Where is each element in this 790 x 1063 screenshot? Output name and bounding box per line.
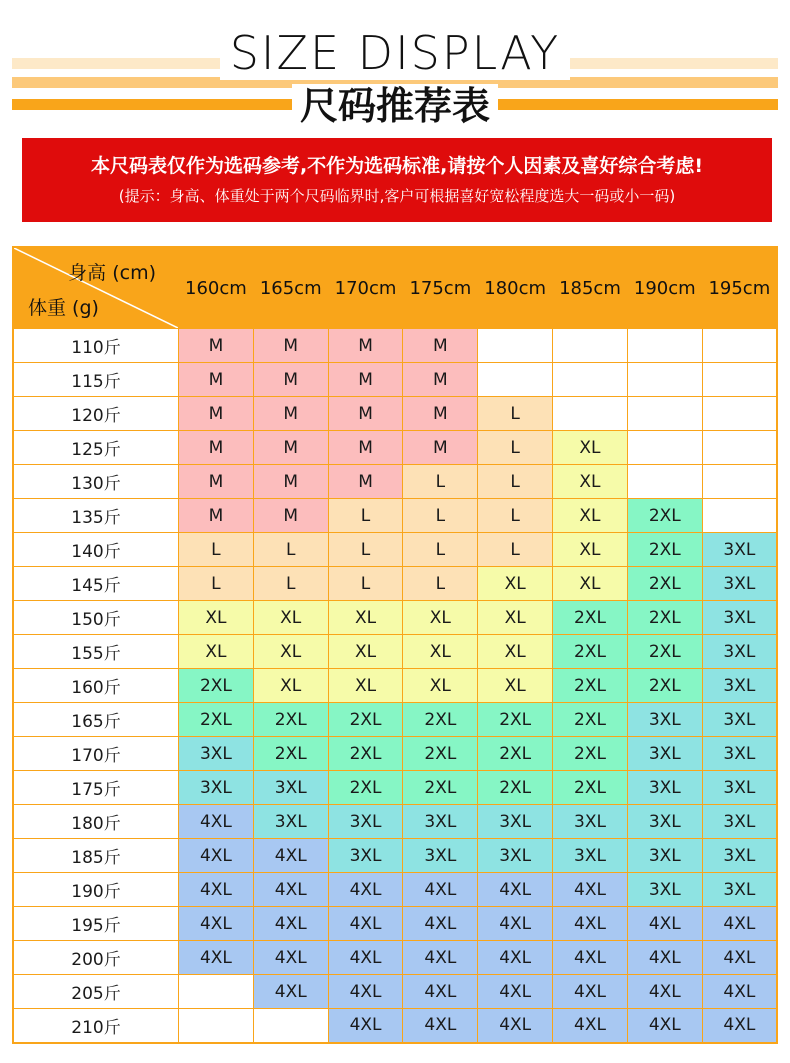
weight-axis-label: 体重 (g) <box>28 297 99 319</box>
weight-row-header: 185斤 <box>13 839 179 873</box>
weight-row-header: 155斤 <box>13 635 179 669</box>
size-cell: 2XL <box>627 669 702 703</box>
table-row <box>13 397 777 431</box>
size-cell: 2XL <box>627 601 702 635</box>
size-cell: 3XL <box>702 533 777 567</box>
size-cell: 2XL <box>553 703 628 737</box>
size-cell <box>627 465 702 499</box>
table-row <box>13 363 777 397</box>
table-header-row <box>13 247 777 329</box>
size-cell: 2XL <box>179 703 254 737</box>
size-cell: 4XL <box>702 941 777 975</box>
weight-row-header: 180斤 <box>13 805 179 839</box>
size-cell: 3XL <box>627 703 702 737</box>
size-cell: 3XL <box>702 805 777 839</box>
size-cell: 3XL <box>702 635 777 669</box>
size-cell: 4XL <box>627 975 702 1009</box>
size-cell: 4XL <box>627 907 702 941</box>
size-cell: M <box>253 465 328 499</box>
size-cell: 2XL <box>553 635 628 669</box>
weight-row-header: 195斤 <box>13 907 179 941</box>
size-cell: 2XL <box>627 567 702 601</box>
notice-tip-text: (提示：身高、体重处于两个尺码临界时,客户可根据喜好宽松程度选大一码或小一码) <box>118 187 676 205</box>
size-cell: 4XL <box>179 873 254 907</box>
table-row <box>13 941 777 975</box>
height-column-header: 175cm <box>403 247 478 329</box>
weight-row-header: 140斤 <box>13 533 179 567</box>
size-cell <box>627 363 702 397</box>
size-cell <box>253 1009 328 1043</box>
size-cell: 3XL <box>702 873 777 907</box>
size-cell <box>179 1009 254 1043</box>
size-cell: 2XL <box>328 771 403 805</box>
size-cell: 3XL <box>627 737 702 771</box>
size-cell <box>179 975 254 1009</box>
size-cell: 4XL <box>403 975 478 1009</box>
table-row <box>13 703 777 737</box>
size-cell <box>627 329 702 363</box>
size-cell: XL <box>253 635 328 669</box>
size-cell: 3XL <box>478 839 553 873</box>
size-cell: M <box>403 363 478 397</box>
size-cell: 4XL <box>702 1009 777 1043</box>
size-cell: 3XL <box>702 737 777 771</box>
size-cell: 3XL <box>328 805 403 839</box>
size-cell: 4XL <box>328 907 403 941</box>
size-cell: M <box>179 431 254 465</box>
height-column-header: 195cm <box>702 247 777 329</box>
size-cell: 2XL <box>253 737 328 771</box>
size-cell: M <box>328 329 403 363</box>
height-column-header: 190cm <box>627 247 702 329</box>
size-cell: 4XL <box>328 941 403 975</box>
table-row <box>13 873 777 907</box>
size-cell: M <box>403 329 478 363</box>
size-cell: M <box>253 499 328 533</box>
size-cell: L <box>403 499 478 533</box>
size-cell: 4XL <box>627 941 702 975</box>
size-cell <box>553 329 628 363</box>
size-cell: XL <box>253 669 328 703</box>
size-cell: L <box>179 533 254 567</box>
size-cell: 3XL <box>253 771 328 805</box>
size-cell <box>553 363 628 397</box>
table-row <box>13 839 777 873</box>
table-row <box>13 499 777 533</box>
weight-row-header: 205斤 <box>13 975 179 1009</box>
size-cell: L <box>478 465 553 499</box>
size-cell: M <box>328 397 403 431</box>
size-cell: L <box>478 499 553 533</box>
size-cell: XL <box>553 431 628 465</box>
weight-row-header: 150斤 <box>13 601 179 635</box>
size-cell: XL <box>478 669 553 703</box>
size-table <box>12 246 778 1044</box>
size-cell: 4XL <box>253 873 328 907</box>
size-cell: XL <box>403 669 478 703</box>
size-cell: 2XL <box>478 771 553 805</box>
weight-row-header: 200斤 <box>13 941 179 975</box>
weight-row-header: 210斤 <box>13 1009 179 1043</box>
title-english: SIZE DISPLAY <box>0 28 790 78</box>
size-cell: 2XL <box>553 737 628 771</box>
size-cell: 3XL <box>403 805 478 839</box>
size-cell: 3XL <box>702 771 777 805</box>
weight-row-header: 165斤 <box>13 703 179 737</box>
size-cell: 4XL <box>253 975 328 1009</box>
table-row <box>13 907 777 941</box>
size-cell: 3XL <box>478 805 553 839</box>
table-corner-cell <box>13 247 179 329</box>
size-cell: 4XL <box>253 839 328 873</box>
size-cell: 4XL <box>403 873 478 907</box>
size-cell: 4XL <box>627 1009 702 1043</box>
size-cell <box>702 329 777 363</box>
size-cell: M <box>403 431 478 465</box>
size-cell <box>627 431 702 465</box>
size-cell: 4XL <box>553 1009 628 1043</box>
size-cell: 4XL <box>553 975 628 1009</box>
size-cell: 3XL <box>627 805 702 839</box>
size-cell <box>478 363 553 397</box>
size-cell: 2XL <box>478 703 553 737</box>
size-cell: 3XL <box>403 839 478 873</box>
weight-row-header: 115斤 <box>13 363 179 397</box>
size-cell: 2XL <box>328 737 403 771</box>
size-cell: 4XL <box>328 975 403 1009</box>
size-cell: L <box>253 567 328 601</box>
size-cell: 4XL <box>478 941 553 975</box>
size-cell: M <box>179 499 254 533</box>
size-cell: 4XL <box>253 907 328 941</box>
size-cell: 3XL <box>627 771 702 805</box>
table-row <box>13 737 777 771</box>
size-cell: 3XL <box>553 805 628 839</box>
size-cell: L <box>403 533 478 567</box>
size-cell: 4XL <box>403 907 478 941</box>
size-cell: 3XL <box>702 669 777 703</box>
weight-row-header: 175斤 <box>13 771 179 805</box>
weight-row-header: 120斤 <box>13 397 179 431</box>
size-cell: 4XL <box>478 907 553 941</box>
table-row <box>13 805 777 839</box>
size-cell: L <box>328 567 403 601</box>
size-cell: 4XL <box>328 873 403 907</box>
size-cell: 4XL <box>553 941 628 975</box>
title-chinese: 尺码推荐表 <box>0 84 790 128</box>
height-column-header: 160cm <box>179 247 254 329</box>
size-cell: M <box>403 397 478 431</box>
weight-row-header: 130斤 <box>13 465 179 499</box>
size-cell: 4XL <box>179 941 254 975</box>
size-cell: L <box>328 499 403 533</box>
size-table-container <box>12 246 778 1044</box>
size-cell: M <box>328 363 403 397</box>
size-cell: M <box>253 397 328 431</box>
size-cell: M <box>253 431 328 465</box>
weight-row-header: 190斤 <box>13 873 179 907</box>
weight-row-header: 135斤 <box>13 499 179 533</box>
size-cell: 3XL <box>179 737 254 771</box>
size-cell: 3XL <box>627 873 702 907</box>
weight-row-header: 170斤 <box>13 737 179 771</box>
size-cell: M <box>253 329 328 363</box>
size-cell <box>627 397 702 431</box>
size-cell: M <box>179 465 254 499</box>
size-cell: XL <box>328 669 403 703</box>
table-row <box>13 533 777 567</box>
table-row <box>13 329 777 363</box>
size-cell: 4XL <box>702 907 777 941</box>
size-cell: 3XL <box>702 601 777 635</box>
size-cell: XL <box>478 567 553 601</box>
height-column-header: 180cm <box>478 247 553 329</box>
size-cell: 2XL <box>478 737 553 771</box>
size-cell: 4XL <box>179 839 254 873</box>
size-cell: M <box>328 465 403 499</box>
size-cell: 2XL <box>403 771 478 805</box>
size-cell: XL <box>403 635 478 669</box>
size-cell: 4XL <box>403 941 478 975</box>
table-body <box>13 329 777 1043</box>
size-cell: 4XL <box>553 873 628 907</box>
size-cell: 2XL <box>627 533 702 567</box>
size-cell: 4XL <box>403 1009 478 1043</box>
weight-row-header: 110斤 <box>13 329 179 363</box>
size-cell: 2XL <box>328 703 403 737</box>
height-axis-label: 身高 (cm) <box>68 262 156 284</box>
size-cell: 3XL <box>702 567 777 601</box>
table-row <box>13 601 777 635</box>
size-cell: 4XL <box>553 907 628 941</box>
size-cell: XL <box>403 601 478 635</box>
size-cell: XL <box>478 601 553 635</box>
size-cell: XL <box>553 499 628 533</box>
size-cell: 2XL <box>179 669 254 703</box>
size-cell <box>702 431 777 465</box>
size-cell: M <box>179 329 254 363</box>
height-column-header: 170cm <box>328 247 403 329</box>
size-cell <box>478 329 553 363</box>
size-cell: XL <box>478 635 553 669</box>
size-cell: M <box>328 431 403 465</box>
weight-row-header: 125斤 <box>13 431 179 465</box>
size-cell: M <box>253 363 328 397</box>
size-cell: XL <box>328 601 403 635</box>
size-cell: L <box>253 533 328 567</box>
table-row <box>13 635 777 669</box>
size-cell: 3XL <box>627 839 702 873</box>
size-cell: 2XL <box>553 601 628 635</box>
size-cell: L <box>403 567 478 601</box>
size-cell: 3XL <box>253 805 328 839</box>
size-cell: L <box>478 533 553 567</box>
size-cell: 3XL <box>179 771 254 805</box>
size-cell: 4XL <box>702 975 777 1009</box>
size-cell: XL <box>553 567 628 601</box>
size-cell: XL <box>553 465 628 499</box>
size-cell: 4XL <box>328 1009 403 1043</box>
size-cell: XL <box>553 533 628 567</box>
size-cell: 2XL <box>403 737 478 771</box>
size-cell: 3XL <box>553 839 628 873</box>
size-cell: 4XL <box>179 907 254 941</box>
size-cell: 3XL <box>328 839 403 873</box>
size-cell: 4XL <box>478 873 553 907</box>
size-cell <box>702 397 777 431</box>
size-cell: 2XL <box>627 499 702 533</box>
size-cell: XL <box>179 635 254 669</box>
table-row <box>13 567 777 601</box>
size-cell <box>702 499 777 533</box>
size-cell: 3XL <box>702 703 777 737</box>
table-row <box>13 771 777 805</box>
size-cell: L <box>478 397 553 431</box>
size-cell: L <box>179 567 254 601</box>
size-cell: M <box>179 397 254 431</box>
height-column-header: 165cm <box>253 247 328 329</box>
size-cell <box>553 397 628 431</box>
table-row <box>13 431 777 465</box>
size-cell: L <box>478 431 553 465</box>
size-cell: 4XL <box>478 1009 553 1043</box>
size-cell: 2XL <box>553 669 628 703</box>
size-cell: L <box>403 465 478 499</box>
size-cell: M <box>179 363 254 397</box>
height-column-header: 185cm <box>553 247 628 329</box>
table-row <box>13 975 777 1009</box>
size-cell: 2XL <box>253 703 328 737</box>
size-cell: 2XL <box>627 635 702 669</box>
size-cell: 4XL <box>478 975 553 1009</box>
size-cell: 3XL <box>702 839 777 873</box>
size-cell: XL <box>328 635 403 669</box>
size-cell: XL <box>179 601 254 635</box>
size-cell <box>702 465 777 499</box>
table-row <box>13 669 777 703</box>
notice-banner <box>22 138 772 222</box>
size-cell: XL <box>253 601 328 635</box>
table-row <box>13 1009 777 1043</box>
size-cell: L <box>328 533 403 567</box>
notice-main-text: 本尺码表仅作为选码参考,不作为选码标准,请按个人因素及喜好综合考虑! <box>90 155 704 177</box>
size-cell: 4XL <box>179 805 254 839</box>
table-row <box>13 465 777 499</box>
size-cell: 2XL <box>553 771 628 805</box>
size-cell <box>702 363 777 397</box>
size-cell: 2XL <box>403 703 478 737</box>
weight-row-header: 145斤 <box>13 567 179 601</box>
size-cell: 4XL <box>253 941 328 975</box>
weight-row-header: 160斤 <box>13 669 179 703</box>
